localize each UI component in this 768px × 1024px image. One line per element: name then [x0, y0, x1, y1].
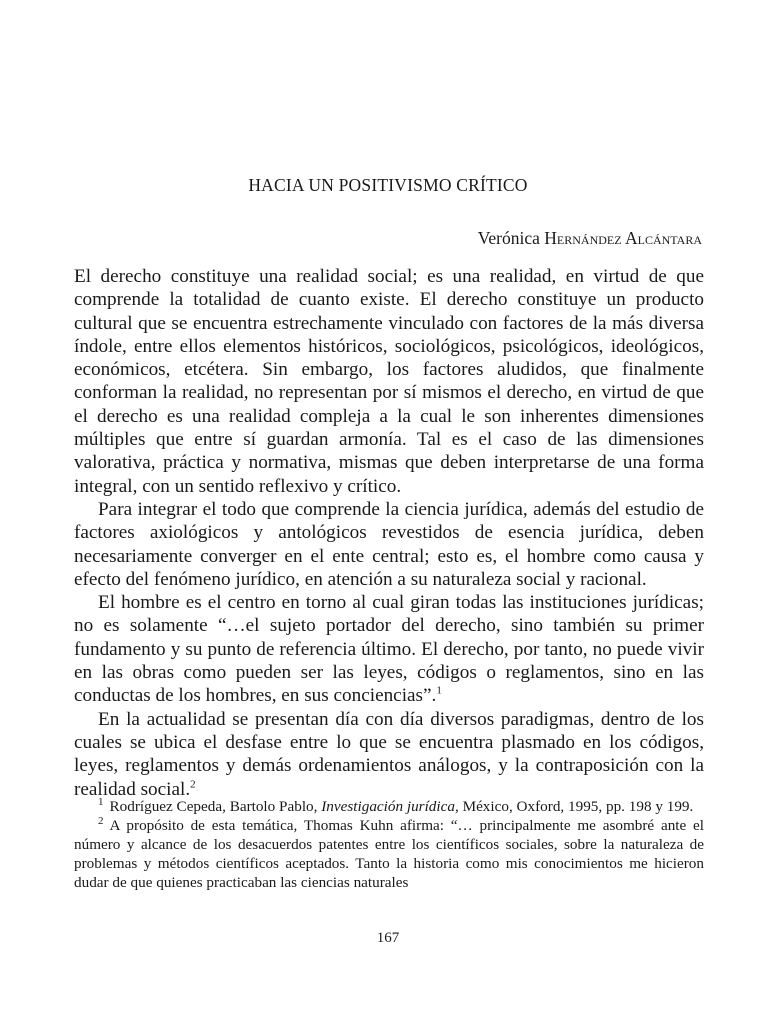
paragraph — [74, 265, 704, 498]
paragraph-text: En la actualidad se presentan día con día diversos paradigmas, dentro de los cuales se ubica el desfase entre lo que se encuentra plasmado en los códigos, leyes, reglamentos y demás ordenamientos análogos, y la contraposición con la realidad social. — [74, 708, 704, 800]
author-first-name: Verónica — [477, 228, 540, 248]
footnote-text: Rodríguez Cepeda, Bartolo Pablo, — [109, 798, 318, 815]
paragraph-text: Para integrar el todo que comprende la ciencia jurídica, además del estudio de factores axiológicos y antológicos revestidos de esencia jurídica, deben necesariamente converger en el ente central; esto es, el hombre como causa y efecto del fenómeno jurídico, en atención a su naturaleza social y racional. — [74, 498, 704, 590]
paragraph-text: El hombre es el centro en torno al cual giran todas las instituciones jurídicas; no es solamente “…el sujeto portador del derecho, sino también su primer fundamento y su punto de referencia último. El derecho, por tanto, no puede vivir en las obras como pueden ser las leyes, códigos o reglamentos, sino en las conductas de los hombres, en sus conciencias”. — [74, 592, 704, 707]
paragraph — [74, 708, 704, 801]
paragraph-text: El derecho constituye una realidad social; es una realidad, en virtud de que comprende la totalidad de cuanto existe. El derecho constituye un producto cultural que se encuentra estrechamente vinculado con factores de la más diversa índole, entre ellos elementos históricos, sociológicos, psicológicos, ideológicos, económicos, etcétera. Sin embargo, los factores aludidos, que finalmente conforman la realidad, no representan por sí mismos el derecho, en virtud de que el derecho es una realidad compleja a la cual le son inherentes dimensiones múltiples que entre sí guardan armonía. Tal es el caso de las dimensiones valorativa, práctica y normativa, mismas que deben interpretarse de una forma integral, con un sentido reflexivo y crítico. — [74, 266, 704, 497]
paragraph — [74, 498, 704, 591]
footnote-text: , México, Oxford, 1995, pp. 198 y 199. — [454, 798, 694, 815]
author-surnames: Hernández Alcántara — [544, 228, 702, 248]
footnote-number: 2 — [98, 814, 104, 827]
article-title: HACIA UN POSITIVISMO CRÍTICO — [248, 175, 528, 195]
footnote-italic-title: Investigación jurídica — [321, 798, 455, 815]
footnote-text: A propósito de esta temática, Thomas Kuhn afirma: “… principalmente me asombré ante el número y alcance de los desacuerdos patentes entre los científicos sociales, sobre la naturaleza de problemas y métodos científicos aceptados. Tanto la historia como mis conocimientos me hicieron dudar de que quienes practicaban las ciencias naturales — [74, 817, 704, 891]
page-number: 167 — [376, 930, 400, 946]
paragraph — [74, 591, 704, 707]
footnote-reference[interactable]: 2 — [190, 778, 196, 791]
footnotes — [74, 797, 704, 892]
footnote — [74, 797, 704, 816]
footnote-number: 1 — [98, 795, 104, 808]
body-text — [74, 265, 704, 801]
author-line — [74, 228, 702, 249]
footnote-reference[interactable]: 1 — [436, 684, 442, 697]
footnote — [74, 816, 704, 892]
